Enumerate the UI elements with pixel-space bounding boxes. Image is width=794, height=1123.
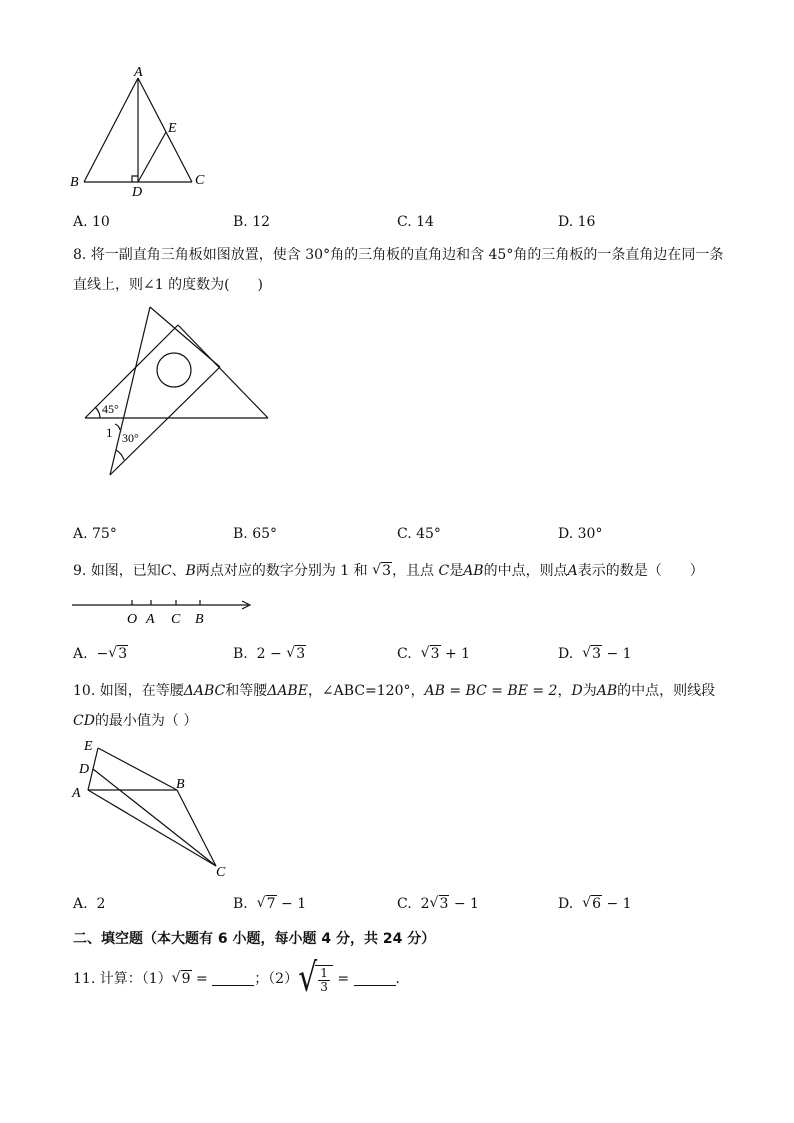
q10-label-d: D — [79, 762, 90, 777]
q10-label-b: B — [176, 777, 185, 792]
q8-label-45: 45° — [102, 402, 119, 416]
section2-title: 二、填空题（本大题有 6 小题，每小题 4 分，共 24 分） — [73, 931, 436, 947]
q10-option-b[interactable]: B. √ 7 − 1 — [233, 896, 306, 912]
numberline-label-a: A — [146, 612, 155, 627]
numberline-label-o: O — [127, 612, 138, 627]
q8-option-a[interactable]: A. 75° — [73, 526, 117, 542]
numberline-label-c: C — [171, 612, 181, 627]
q11-answer-blank-2[interactable] — [354, 973, 396, 986]
q9-option-c[interactable]: C. √ 3 + 1 — [397, 646, 470, 662]
q8-label-1: 1 — [106, 425, 113, 440]
q10-figure — [68, 736, 238, 882]
q10-option-d[interactable]: D. √ 6 − 1 — [558, 896, 632, 912]
q11-sqrt9: √ 9 — [172, 970, 192, 988]
q7-option-d[interactable]: D. 16 — [558, 214, 596, 230]
fig7-label-d: D — [132, 185, 143, 200]
q11-question: 11. 计算：（1） √ 9 = ；（2） √ $\frac{1}{3}$ = . — [73, 964, 400, 994]
q10-label-a: A — [72, 786, 81, 801]
q7-option-b[interactable]: B. 12 — [233, 214, 271, 230]
q11-sqrt-fraction: √ $\frac{1}{3}$ — [298, 964, 333, 994]
q10-label-e: E — [84, 739, 93, 754]
q8-question-line2: 直线上，则∠1 的度数为( ) — [73, 277, 264, 293]
q8-option-b[interactable]: B. 65° — [233, 526, 278, 542]
q8-option-d[interactable]: D. 30° — [558, 526, 603, 542]
fig7-label-e: E — [168, 121, 177, 136]
q10-option-c[interactable]: C. 2√ 3 − 1 — [397, 896, 479, 912]
numberline-label-b: B — [195, 612, 204, 627]
q7-triangle-figure — [60, 62, 230, 200]
q9-option-d[interactable]: D. √ 3 − 1 — [558, 646, 632, 662]
q7-option-c[interactable]: C. 14 — [397, 214, 434, 230]
q10-option-a[interactable]: A. 2 — [73, 896, 106, 912]
fig7-label-a: A — [134, 65, 143, 80]
q8-label-30: 30° — [122, 431, 139, 445]
q7-option-a[interactable]: A. 10 — [73, 214, 110, 230]
q9-option-a[interactable]: A. −√ 3 — [73, 646, 128, 662]
fig7-label-b: B — [70, 175, 79, 190]
q8-question-line1: 8. 将一副直角三角板如图放置，使含 30°角的三角板的直角边和含 45°角的三角板的一条直角边在同一条 — [73, 247, 724, 263]
q10-label-c: C — [216, 865, 226, 880]
q9-sqrt3: √ 3 — [372, 562, 392, 580]
q10-question-line2: CD的最小值为（ ） — [73, 713, 198, 729]
q8-set-squares-figure — [80, 300, 280, 480]
q9-question: 9. 如图，已知C、B两点对应的数字分别为 1 和 √ 3，且点 C是AB的中点，则点A表示的数是（ ） — [73, 562, 704, 580]
q8-option-c[interactable]: C. 45° — [397, 526, 441, 542]
q9-option-b[interactable]: B. 2 − √ 3 — [233, 646, 306, 662]
q10-question-line1: 10. 如图，在等腰ΔABC和等腰ΔABE，∠ABC=120°，AB = BC = BE = 2，D为AB的中点，则线段 — [73, 683, 716, 699]
q9-number-line — [70, 596, 260, 628]
fig7-label-c: C — [195, 173, 205, 188]
q11-answer-blank-1[interactable] — [212, 973, 254, 986]
